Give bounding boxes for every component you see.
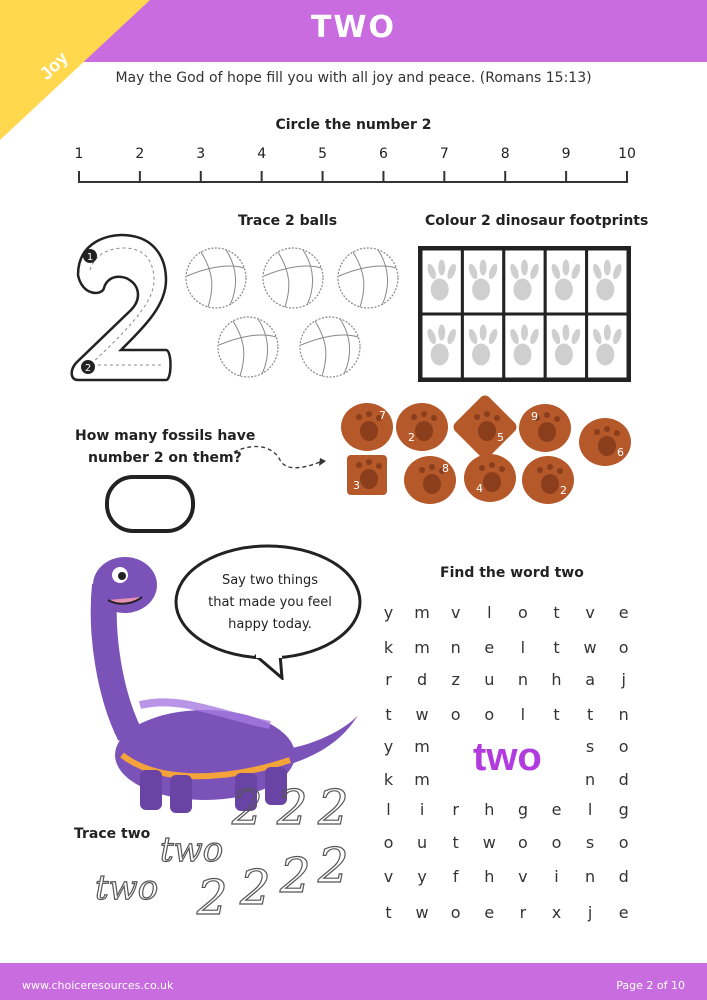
- word-search-letter[interactable]: t: [553, 603, 560, 622]
- trace-word: two: [160, 830, 224, 870]
- word-search-letter[interactable]: m: [414, 770, 430, 789]
- ball-outline: [300, 317, 360, 377]
- word-search-highlight: two: [473, 735, 542, 779]
- number-line-heading: Circle the number 2: [275, 117, 432, 133]
- word-search-letter[interactable]: j: [587, 903, 593, 922]
- fossil-number: 2: [560, 484, 567, 497]
- word-search-letter[interactable]: h: [551, 670, 562, 689]
- word-search-letter[interactable]: e: [551, 800, 562, 819]
- word-search-letter[interactable]: n: [585, 770, 596, 789]
- number-line-number[interactable]: 2: [135, 146, 145, 162]
- fossil: [404, 456, 456, 504]
- word-search-letter[interactable]: n: [585, 867, 596, 886]
- trace-digit: 2: [318, 838, 349, 894]
- word-search-letter[interactable]: d: [618, 770, 629, 789]
- footer-page-number: Page 2 of 10: [616, 979, 685, 992]
- fossil-number: 9: [531, 410, 538, 423]
- footprint-cell: [545, 314, 586, 379]
- word-search-letter[interactable]: g: [517, 800, 528, 819]
- number-line-number[interactable]: 8: [500, 146, 510, 162]
- word-search-letter[interactable]: w: [415, 705, 429, 724]
- bible-verse: May the God of hope fill you with all joy and peace. (Romans 15:13): [115, 70, 592, 86]
- fossil: [451, 393, 519, 461]
- number-line-number[interactable]: 6: [378, 146, 388, 162]
- fossil: [522, 456, 574, 504]
- word-search-letter[interactable]: n: [450, 638, 461, 657]
- fossil-number: 3: [353, 479, 360, 492]
- footprint-cell: [421, 314, 462, 379]
- word-search-letter[interactable]: l: [520, 638, 526, 657]
- word-search-letter[interactable]: e: [484, 903, 495, 922]
- word-search-letter[interactable]: i: [554, 867, 559, 886]
- page-title: TWO: [310, 10, 397, 45]
- footprint-cell: [587, 314, 628, 379]
- word-search-letter[interactable]: k: [383, 638, 394, 657]
- footprint-cell: [421, 249, 462, 314]
- trace-digit: 2: [280, 848, 311, 904]
- fossil: [347, 455, 387, 495]
- trace-digit: 2: [232, 780, 263, 836]
- trace-balls: [180, 240, 410, 385]
- word-search-letter[interactable]: m: [414, 603, 430, 622]
- number-line-number[interactable]: 10: [618, 146, 636, 162]
- word-search-letter[interactable]: m: [414, 638, 430, 657]
- word-search-letter[interactable]: w: [415, 903, 429, 922]
- word-search-letter[interactable]: z: [451, 670, 460, 689]
- fossil: [579, 418, 631, 466]
- number-line-number[interactable]: 7: [439, 146, 449, 162]
- corner-label: Joy: [35, 47, 72, 84]
- big-two-trace: [66, 230, 176, 390]
- footprints-heading: Colour 2 dinosaur footprints: [425, 213, 649, 229]
- word-search-letter[interactable]: y: [383, 603, 394, 622]
- word-search-letter[interactable]: d: [618, 867, 629, 886]
- word-search-letter[interactable]: e: [618, 903, 629, 922]
- word-search-letter[interactable]: f: [452, 867, 459, 886]
- number-line-number[interactable]: 3: [196, 146, 206, 162]
- word-search-letter[interactable]: l: [587, 800, 593, 819]
- word-search-letter[interactable]: v: [383, 867, 394, 886]
- fossil: [519, 404, 571, 452]
- word-search-letter[interactable]: h: [484, 800, 495, 819]
- word-search-heading: Find the word two: [440, 565, 584, 581]
- word-search-letter[interactable]: o: [450, 903, 461, 922]
- word-search-letter[interactable]: t: [553, 638, 560, 657]
- footprint-grid: [418, 246, 631, 382]
- svg-text:1: 1: [86, 252, 94, 263]
- word-search-letter[interactable]: e: [484, 638, 495, 657]
- word-search-letter[interactable]: o: [484, 705, 495, 724]
- word-search-letter[interactable]: o: [517, 833, 528, 852]
- footprint-cell: [587, 249, 628, 314]
- word-search-letter[interactable]: n: [618, 705, 629, 724]
- speech-line-2: that made you feel: [208, 595, 332, 610]
- trace-digit: 2: [318, 780, 349, 836]
- speech-text: [180, 570, 360, 636]
- fossil-number: 8: [442, 462, 449, 475]
- word-search-letter[interactable]: a: [585, 670, 595, 689]
- word-search-letter[interactable]: o: [551, 833, 562, 852]
- word-search-letter[interactable]: e: [618, 603, 629, 622]
- fossil: [464, 454, 516, 502]
- word-search-letter[interactable]: x: [551, 903, 562, 922]
- word-search-letter[interactable]: l: [487, 603, 492, 622]
- trace-balls-heading: Trace 2 balls: [238, 213, 338, 229]
- word-search-letter[interactable]: g: [618, 800, 629, 819]
- trace-digit: 2: [240, 860, 271, 916]
- ball-outline: [338, 248, 398, 308]
- fossil-question-line2: number 2 on them?: [88, 450, 242, 466]
- word-search-letter[interactable]: v: [450, 603, 461, 622]
- dashed-arrow: [230, 440, 330, 480]
- trace-digit: 2: [197, 870, 228, 926]
- number-line-number[interactable]: 5: [318, 146, 327, 162]
- number-line-number[interactable]: 4: [257, 146, 267, 162]
- answer-box[interactable]: [105, 475, 195, 533]
- word-search-letter[interactable]: i: [419, 800, 425, 819]
- word-search-letter[interactable]: s: [585, 737, 595, 756]
- word-search-letter[interactable]: j: [621, 670, 626, 689]
- word-search-letter[interactable]: t: [553, 705, 560, 724]
- word-search-letter[interactable]: o: [383, 833, 394, 852]
- word-search-letter[interactable]: y: [417, 867, 427, 886]
- word-search-letter[interactable]: l: [386, 800, 391, 819]
- fossil-number: 7: [379, 409, 386, 422]
- footprint-cell: [462, 314, 503, 379]
- trace-digit: 2: [277, 780, 308, 836]
- ball-outline: [218, 317, 278, 377]
- word-search-letter[interactable]: r: [452, 800, 459, 819]
- fossil: [341, 403, 393, 451]
- word-search-letter[interactable]: t: [385, 705, 392, 724]
- footprint-cell: [462, 249, 503, 314]
- word-search-letter[interactable]: r: [519, 903, 527, 922]
- word-search-letter[interactable]: m: [414, 737, 430, 756]
- footprint-cells: [421, 249, 628, 379]
- footer-website[interactable]: www.choiceresources.co.uk: [22, 979, 174, 992]
- word-search-letter[interactable]: w: [583, 638, 597, 657]
- word-search-letter[interactable]: s: [585, 833, 595, 852]
- word-search-letter[interactable]: v: [518, 867, 528, 886]
- footprint-cell: [504, 249, 545, 314]
- word-search-letter[interactable]: n: [517, 670, 528, 689]
- word-search-letter[interactable]: o: [618, 833, 629, 852]
- speech-line-1: Say two things: [221, 573, 319, 588]
- fossil-question-line1: How many fossils have: [75, 428, 256, 444]
- number-line-number[interactable]: 1: [74, 146, 84, 162]
- word-search-letter[interactable]: r: [385, 670, 392, 689]
- word-search-letter[interactable]: k: [383, 770, 394, 789]
- word-search-letter[interactable]: u: [484, 670, 495, 689]
- word-search-letter[interactable]: o: [450, 705, 461, 724]
- word-search-letter[interactable]: y: [383, 737, 394, 756]
- footprint-cell: [545, 249, 586, 314]
- word-search-letter[interactable]: o: [517, 603, 528, 622]
- fossil-number: 6: [617, 446, 624, 459]
- word-search-letter[interactable]: u: [417, 833, 428, 852]
- number-line-number[interactable]: 9: [561, 146, 571, 162]
- fossils: [340, 400, 640, 505]
- fossil-number: 4: [476, 482, 483, 495]
- fossil-number: 5: [497, 431, 504, 444]
- word-search-letter[interactable]: t: [385, 903, 392, 922]
- footprint-cell: [504, 314, 545, 379]
- word-search-letter[interactable]: o: [618, 638, 629, 657]
- word-search-letter[interactable]: t: [452, 833, 459, 852]
- word-search-letter[interactable]: o: [618, 737, 629, 756]
- fossil: [396, 403, 448, 451]
- word-search-letter[interactable]: h: [484, 867, 495, 886]
- number-line: [70, 165, 640, 190]
- trace-word: two: [95, 868, 159, 908]
- word-search-letter[interactable]: v: [585, 603, 595, 622]
- ball-outline: [186, 248, 246, 308]
- trace-two-label: Trace two: [74, 826, 151, 842]
- svg-text:2: 2: [84, 363, 92, 374]
- word-search-letter[interactable]: t: [586, 705, 594, 724]
- word-search-letter[interactable]: d: [417, 670, 428, 689]
- ball-outline: [263, 248, 323, 308]
- word-search-letter[interactable]: w: [482, 833, 496, 852]
- speech-line-3: happy today.: [228, 617, 312, 632]
- fossil-number: 2: [408, 431, 415, 444]
- word-search-letter[interactable]: l: [520, 705, 526, 724]
